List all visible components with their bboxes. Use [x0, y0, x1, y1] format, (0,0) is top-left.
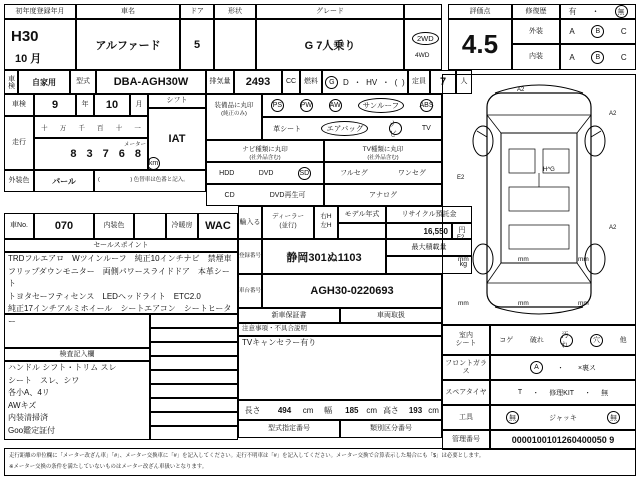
cond-ana[interactable]: 穴 [590, 334, 603, 347]
blank-cell-2 [150, 342, 238, 356]
mm-label-5: mm [578, 300, 589, 307]
cond-row2-opts[interactable] [490, 380, 636, 405]
cond-row2-label: スペアタイヤ [442, 380, 490, 405]
type-label: 型式 [70, 70, 96, 94]
spare-kit[interactable]: 修理KIT [549, 389, 575, 397]
nav-hdd[interactable]: HDD [219, 169, 235, 177]
diagram-label-right-2: A2 [609, 225, 617, 231]
cond-row3-opts[interactable] [490, 405, 636, 430]
interior-label: 内装 [512, 44, 560, 70]
fuel-label: 燃料 [300, 70, 322, 94]
model-year-value [338, 223, 386, 239]
height-unit: cm [428, 405, 439, 415]
tv-analog[interactable]: アナログ [369, 192, 397, 199]
cond-row1-opts[interactable] [490, 355, 636, 380]
exterior-grade-b[interactable]: B [591, 25, 604, 38]
nav-options-row2[interactable] [206, 184, 324, 206]
size-row [238, 400, 442, 420]
exterior-grades[interactable] [560, 19, 636, 44]
interior-grade-c[interactable]: C [620, 52, 627, 62]
cond-row1-label: フロントガラス [442, 355, 490, 380]
nav-dvd-play[interactable]: DVD再生可 [269, 192, 306, 199]
interior-grades[interactable] [560, 44, 636, 70]
fuel-d[interactable]: D [343, 77, 349, 87]
damage-diagram [442, 74, 636, 325]
interior-color-label: 内装色 [94, 213, 134, 239]
diagram-label-right-1: A2 [609, 111, 617, 117]
length-value: 494 [277, 405, 292, 415]
check-line-3: AWキズ [8, 400, 37, 410]
dealer-cell[interactable] [262, 206, 314, 239]
front-glass-x[interactable]: ×裏ス [577, 364, 597, 372]
tv-fullseg[interactable]: フルセグ [340, 170, 368, 177]
equip-leather[interactable]: 革シート [273, 125, 302, 133]
diagram-label-left-2: E2 [457, 235, 465, 241]
exterior-grade-c[interactable]: C [620, 27, 627, 36]
repair-options[interactable]: 有 ・ 無 [560, 4, 636, 19]
inspection-nen: 年 [76, 94, 94, 116]
blank-cell-7 [150, 412, 238, 426]
mm-label-2: mm [578, 256, 589, 263]
inspection-label: 車検 [4, 94, 34, 116]
equip-tv[interactable]: TV [421, 125, 431, 132]
sales-points-title: セールスポイント [4, 239, 238, 252]
check-line-5: Goo鑑定証付 [8, 425, 56, 435]
parallel-import-label[interactable]: (並行) [279, 222, 297, 229]
check-notes-spacer [4, 314, 150, 348]
blank-cell-6 [150, 398, 238, 412]
cond-row0-label: 室内 シート [442, 325, 490, 355]
cooler-label: 冷暖房 [166, 213, 198, 239]
fuel-hv[interactable]: HV [366, 77, 378, 87]
tv-type-header [324, 140, 442, 162]
recycle-unit: 円 [452, 223, 472, 239]
tv-options-row1[interactable] [324, 162, 442, 184]
header-label-car-name: 車名 [76, 4, 180, 19]
recycle-label: リサイクル預託金 [386, 206, 472, 223]
nav-type-header [206, 140, 324, 162]
inspection-month: 10 [94, 94, 130, 116]
mileage-unit-5: 一 [134, 124, 141, 132]
max-load-label: 最大積載量 [386, 239, 472, 256]
mm-label-1: mm [518, 256, 529, 263]
equip-airbag[interactable]: エアバッグ [321, 121, 368, 136]
displacement-value: 2493 [234, 70, 282, 94]
width-unit: cm [366, 405, 378, 415]
cond-kogé[interactable]: コゲ [499, 337, 514, 344]
reg-year: H30 [11, 28, 39, 45]
cooler-value: WAC [198, 213, 238, 239]
max-load-unit: kg [386, 256, 472, 274]
repair-label: 修復歴 [512, 4, 560, 19]
sales-line-1: フリップダウンモニター 両側パワースライドドア 本革シート [8, 266, 230, 288]
new-insurance-label: 新車保証書 [238, 308, 340, 323]
tool-none[interactable]: 無 [506, 411, 519, 424]
cond-hoka[interactable]: 他 [619, 337, 627, 344]
car-outline-svg [443, 75, 635, 324]
dealer-label[interactable]: ディーラー [272, 213, 304, 220]
registration-value: 静岡301ぬ1103 [262, 239, 386, 274]
warning-body [238, 336, 442, 400]
width-value: 185 [345, 405, 359, 415]
fuel-other-close[interactable]: ) [401, 77, 405, 87]
car-no-label: 車No. [4, 213, 34, 239]
sales-points-body [4, 252, 238, 326]
nav-type-sub: (社外品含む) [249, 155, 281, 161]
reg-month: 10 月 [15, 53, 42, 65]
mileage-unit-3: 百 [97, 124, 104, 132]
model-code-label: 型式指定番号 [238, 420, 340, 438]
drive-2wd-option[interactable]: 2WD [412, 28, 439, 46]
mileage-unit-row [34, 116, 148, 138]
mm-label-3: mm [458, 300, 469, 307]
handle-right[interactable]: 右H [320, 213, 332, 220]
doors-value: 5 [180, 19, 214, 70]
fuel-g[interactable]: G [325, 76, 338, 89]
height-label: 高さ [382, 405, 399, 415]
mileage-unit-2: 千 [78, 124, 85, 132]
equip-ps[interactable]: PS [271, 99, 284, 112]
jack-label: ジャッキ [549, 414, 577, 422]
nav-cd[interactable]: CD [224, 191, 235, 199]
fuel-other-open[interactable]: ( [394, 77, 398, 87]
frame-number-label: 車台番号 [238, 274, 262, 308]
handle-cell[interactable] [314, 206, 338, 239]
mileage-unit-4: 十 [115, 124, 123, 132]
usage-value: 自家用 [18, 70, 70, 94]
admin-number-value: 0000100101260400050 9 [490, 430, 636, 450]
interior-color-value [134, 213, 166, 239]
spare-dot-1: ・ [532, 389, 540, 397]
length-unit: cm [302, 405, 314, 415]
equipment-label-cell [206, 94, 262, 140]
repair-yes[interactable]: 有 [568, 7, 577, 16]
length-label: 長さ [244, 405, 261, 415]
seats-unit: 人 [456, 70, 472, 94]
usage-label: 車検 [4, 70, 18, 94]
equipment-row-1[interactable] [262, 94, 442, 117]
grade-value: G 7人乗り [256, 19, 404, 70]
mileage-digit-3: 6 [118, 148, 125, 160]
footer-line-2: ※メーター交換の条件を満たしていないものはメーター改ざん車扱いとなります。 [9, 464, 208, 470]
color-note: ( ) 色替車は色番と記入。 [94, 170, 206, 192]
spare-t[interactable]: T [517, 389, 523, 396]
inspection-tsuki: 月 [130, 94, 148, 116]
mileage-digit-0: 8 [70, 148, 77, 160]
blank-cell-4 [150, 370, 238, 384]
class-code-label: 類別区分番号 [340, 420, 442, 438]
height-value: 193 [408, 405, 423, 415]
mileage-digit-2: 7 [102, 148, 109, 160]
seats-label: 定員 [408, 70, 430, 94]
seats-value: 7 [430, 70, 456, 94]
front-glass-dot: ・ [556, 364, 564, 372]
shape-value [214, 19, 256, 70]
tv-oneseg[interactable]: ワンセグ [397, 170, 426, 177]
repair-no[interactable]: 無 [615, 5, 628, 18]
exterior-color-label: 外装色 [4, 170, 34, 192]
header-label-grade: グレード [256, 4, 404, 19]
check-notes-title: 検査記入欄 [4, 348, 150, 361]
spare-none[interactable]: 無 [601, 389, 609, 397]
mileage-meter-label: メーター [124, 142, 147, 148]
displacement-label: 排気量 [206, 70, 234, 94]
equip-abs[interactable]: ABS [420, 99, 433, 112]
warning-title: 注意事項・不具合説明 [238, 323, 442, 336]
drive-type-cell [404, 19, 442, 70]
exterior-label: 外装 [512, 19, 560, 44]
equip-aw[interactable]: AW [329, 99, 342, 112]
warning-text: TVキャンセラー有り [242, 338, 317, 347]
check-line-4: 内装清掃済 [8, 413, 48, 422]
mileage-digit-4: 8 [134, 148, 141, 160]
equipment-label: 装備品に丸印 [214, 102, 254, 109]
tv-type-sub: (社外品含む) [367, 155, 399, 161]
blank-cell-0 [150, 314, 238, 328]
nav-type-title: ナビ種類に丸印 [242, 146, 288, 153]
tv-type-title: TV種類に丸印 [362, 146, 404, 153]
mileage-unit-1: 万 [59, 124, 67, 132]
vehicle-doc-label: 車両取扱 [340, 308, 442, 323]
mileage-digit-1: 3 [86, 148, 93, 160]
header-drive-blank [404, 4, 442, 19]
sales-line-2: トヨタセーフティセンス LEDヘッドライト ETC2.0 [8, 291, 201, 301]
width-label: 幅 [324, 405, 333, 415]
cond-yogore[interactable]: 汚れ [560, 334, 573, 347]
first-registration-cell [4, 19, 76, 70]
mileage-km-unit: km [147, 152, 160, 170]
footer-line-1: 走行距離の単位欄に「メーター改ざん車」「#」、メーター交換車に「#」を記入してください。走行不明車は「#」を記入してください。メーター交換で合算表示した場合にも「$」は必要とします。 [9, 453, 485, 459]
front-glass-a[interactable]: A [530, 361, 543, 374]
exterior-grade-a[interactable]: A [569, 27, 575, 36]
mm-label-4: mm [518, 300, 529, 307]
eval-label: 評価点 [448, 4, 512, 19]
eval-score: 4.5 [448, 19, 512, 70]
jack-none[interactable]: 無 [607, 411, 620, 424]
equip-navi[interactable]: ナビ [389, 122, 402, 135]
blank-cell-1 [150, 328, 238, 342]
header-label-doors: ドア [180, 4, 214, 19]
inspection-year: 9 [34, 94, 76, 116]
handle-left[interactable]: 左H [320, 222, 332, 229]
mileage-unit-0: 十 [41, 124, 48, 132]
shift-value: IAT [148, 108, 206, 170]
shift-label: シフト [148, 94, 206, 108]
import-label: 輪入る [238, 206, 262, 239]
registration-label: 登録番号 [238, 239, 262, 274]
car-no-value: 070 [34, 213, 94, 239]
frame-number-value: AGH30-0220693 [262, 274, 442, 308]
header-label-shape: 形状 [214, 4, 256, 19]
equipment-sub: (純正のみ) [221, 111, 247, 117]
tv-options-row2[interactable] [324, 184, 442, 206]
cond-row3-label: 工具 [442, 405, 490, 430]
equip-pw[interactable]: PW [300, 99, 313, 112]
footer-box [4, 448, 636, 476]
blank-cell-3 [150, 356, 238, 370]
diagram-label-top: A2 [517, 87, 525, 93]
displacement-unit: CC [282, 70, 300, 94]
header-label-first-reg: 初年度登録年月 [4, 4, 76, 19]
sales-line-3: 純正17インチアルミホイール シートエアコン シートヒーター [8, 304, 232, 326]
interior-grade-a[interactable]: A [569, 52, 575, 62]
blank-cell-8 [150, 426, 238, 440]
check-notes-body [4, 361, 150, 440]
blank-cell-5 [150, 384, 238, 398]
nav-dvd[interactable]: DVD [258, 169, 274, 177]
exterior-color-value: パール [34, 170, 94, 192]
car-name-value: アルファード [76, 19, 180, 70]
recycle-value: 16,550 [386, 223, 452, 239]
diagram-center-label: H^G [543, 167, 555, 173]
fuel-options[interactable]: G D ・ HV ・ ( ) [322, 70, 408, 94]
type-value: DBA-AGH30W [96, 70, 206, 94]
mileage-label: 走行 [4, 116, 34, 170]
sales-line-0: TRDフルエアロ Wツインルーフ 純正10インチナビ 禁煙車 [8, 254, 232, 263]
spare-dot-2: ・ [584, 389, 592, 397]
check-line-2: 各小A、4リ [8, 388, 50, 397]
check-line-1: シート スレ、シワ [8, 375, 80, 385]
nav-sd[interactable]: SD [298, 167, 311, 180]
interior-grade-b[interactable]: B [591, 51, 604, 64]
mm-label-0: mm [458, 256, 469, 263]
admin-number-label: 管理番号 [442, 430, 490, 450]
equip-sunroof[interactable]: サンルーフ [358, 98, 405, 113]
nav-options-row1[interactable] [206, 162, 324, 184]
drive-4wd-option[interactable]: 4WD [415, 52, 430, 59]
diagram-label-left-1: E2 [457, 175, 465, 181]
equipment-row-2[interactable] [262, 117, 442, 140]
model-year-label: モデル年式 [338, 206, 386, 223]
check-line-0: ハンドル シフト・トリム スレ [8, 363, 117, 372]
cond-row0-opts[interactable] [490, 325, 636, 355]
cond-yabure[interactable]: 破れ [529, 337, 544, 344]
